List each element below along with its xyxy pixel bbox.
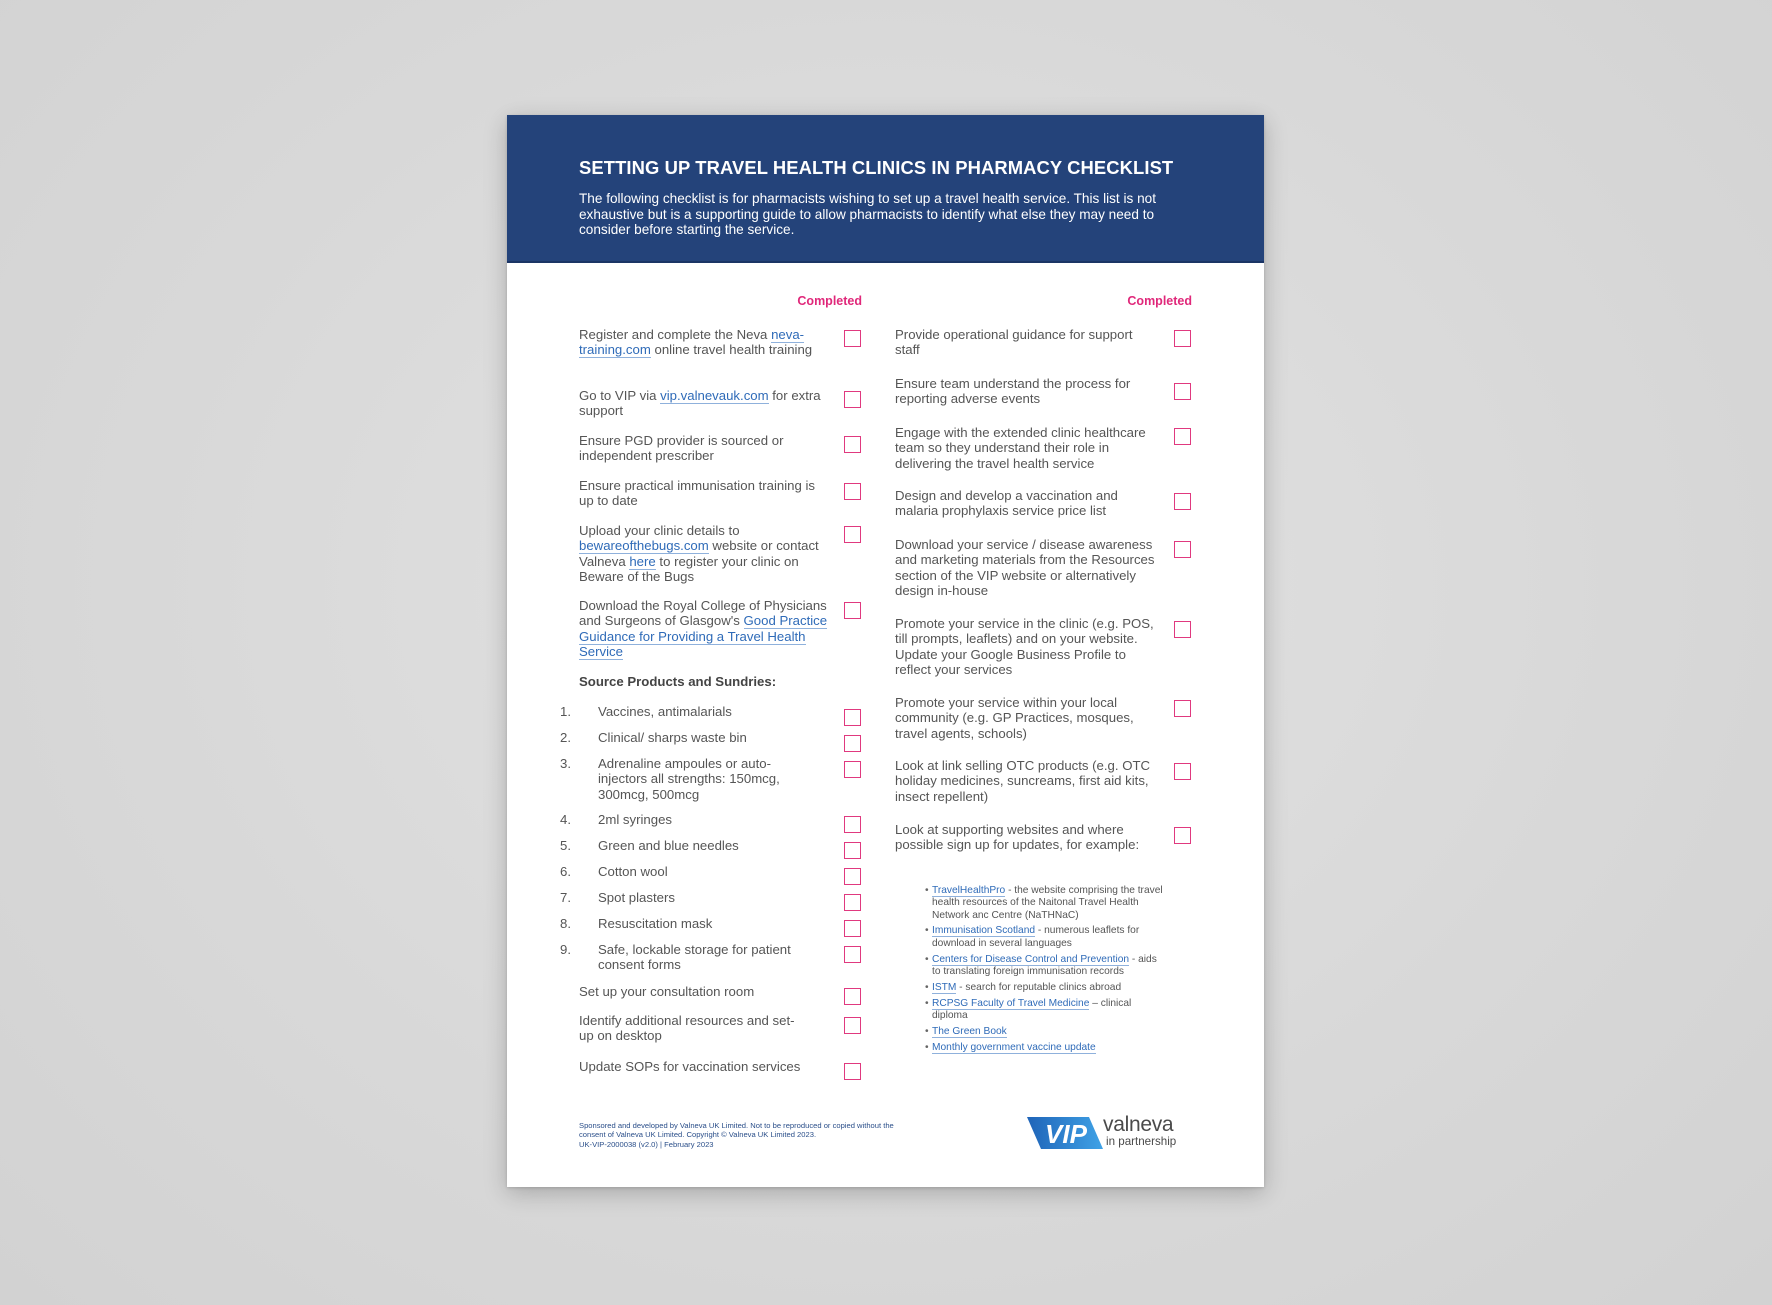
- resource-item: [925, 1042, 1165, 1054]
- checkbox-right-4[interactable]: [1174, 493, 1191, 510]
- right-item-1: Provide operational guidance for support staff: [895, 327, 1133, 358]
- checkbox-numbered-4[interactable]: [844, 816, 861, 833]
- resource-item: • Immunisation Scotland - numerous leaflets for download in several languages: [925, 925, 1165, 950]
- checkbox-final-3[interactable]: [844, 1063, 861, 1080]
- vip-valneva-logo: [1027, 1115, 1197, 1153]
- checkbox-right-1[interactable]: [1174, 330, 1191, 347]
- numbered-item-4: 4. 2ml syringes: [560, 812, 673, 827]
- left-completed-header: Completed: [797, 294, 862, 308]
- right-item-8: Look at link selling OTC products (e.g. OTC holiday medicines, suncreams, first aid kits, insect repellent): [895, 758, 1151, 804]
- travelhealthpro-link[interactable]: TravelHealthPro: [932, 885, 1006, 896]
- right-item-4: Design and develop a vaccination and malaria prophylaxis service price list: [895, 488, 1118, 519]
- checkbox-left-5[interactable]: [844, 526, 861, 543]
- checkbox-right-3[interactable]: [1174, 428, 1191, 445]
- checkbox-right-6[interactable]: [1174, 621, 1191, 638]
- good-practice-guidance-link[interactable]: Good Practice Guidance for Providing a Travel Health Service: [579, 613, 828, 659]
- checkbox-numbered-3[interactable]: [844, 761, 861, 778]
- checkbox-left-2[interactable]: [844, 391, 861, 408]
- checkbox-final-2[interactable]: [844, 1017, 861, 1034]
- checkbox-right-2[interactable]: [1174, 383, 1191, 400]
- left-item-2: Go to VIP via vip.valnevauk.com for extra support: [579, 388, 821, 419]
- checkbox-numbered-2[interactable]: [844, 735, 861, 752]
- right-item-5: Download your service / disease awareness and marketing materials from the Resources section of the VIP website or alternatively design in-house: [895, 537, 1155, 598]
- right-completed-header: Completed: [1127, 294, 1192, 308]
- checkbox-numbered-6[interactable]: [844, 868, 861, 885]
- left-item-4: Ensure practical immunisation training is up to date: [579, 478, 816, 509]
- left-item-3: Ensure PGD provider is sourced or independent prescriber: [579, 433, 784, 464]
- green-book-link[interactable]: The Green Book: [932, 1025, 1007, 1037]
- left-item-5: Upload your clinic details to bewareofthebugs.com website or contact Valneva here to register your clinic on Beware of the Bugs: [579, 523, 819, 584]
- vip-valnevauk-link[interactable]: vip.valnevauk.com: [660, 388, 769, 403]
- right-item-6: Promote your service in the clinic (e.g. POS, till prompts, leaflets) and on your website. Update your Google Business Profile to reflect your services: [895, 616, 1154, 677]
- left-item-1: Register and complete the Neva neva-training.com online travel health training: [579, 327, 813, 358]
- istm-link[interactable]: ISTM: [932, 981, 957, 993]
- left-item-6: Download the Royal College of Physicians and Surgeons of Glasgow's Good Practice Guidance for Providing a Travel Health Service: [579, 598, 828, 659]
- checkbox-numbered-1[interactable]: [844, 709, 861, 726]
- header-banner: [507, 115, 1264, 263]
- cdc-link[interactable]: Centers for Disease Control and Prevention: [932, 953, 1130, 965]
- checkbox-right-7[interactable]: [1174, 700, 1191, 717]
- left-final-item-2: Identify additional resources and set-up on desktop: [579, 1013, 795, 1044]
- resource-item: [925, 1026, 1165, 1038]
- contact-valneva-here-link[interactable]: here: [629, 553, 656, 569]
- numbered-item-5: 5. Green and blue needles: [560, 838, 739, 853]
- left-final-item-3: Update SOPs for vaccination services: [579, 1059, 801, 1074]
- checkbox-final-1[interactable]: [844, 988, 861, 1005]
- right-item-2: Ensure team understand the process for reporting adverse events: [895, 376, 1131, 407]
- checkbox-numbered-7[interactable]: [844, 894, 861, 911]
- neva-training-link[interactable]: neva-training.com: [579, 327, 805, 358]
- intro-text: The following checklist is for pharmacists wishing to set up a travel health service. This list is not exhaustive but is a supporting guide to allow pharmacists to identify what else they may need to consider before starting the service.: [579, 191, 1156, 238]
- rcpsg-faculty-link[interactable]: RCPSG Faculty of Travel Medicine: [932, 997, 1090, 1009]
- numbered-item-3: 3. Adrenaline ampoules or auto-injectors all strengths: 150mcg, 300mcg, 500mcg: [560, 756, 780, 802]
- monthly-vaccine-update-link[interactable]: Monthly government vaccine update: [932, 1041, 1096, 1053]
- source-products-heading: Source Products and Sundries:: [579, 674, 777, 689]
- checkbox-numbered-5[interactable]: [844, 842, 861, 859]
- numbered-item-1: 1. Vaccines, antimalarials: [560, 704, 732, 719]
- resource-links-list: [925, 885, 1165, 1058]
- resource-item: • ISTM - search for reputable clinics abroad: [925, 982, 1165, 994]
- left-final-item-1: Set up your consultation room: [579, 984, 755, 999]
- resource-item: • RCPSG Faculty of Travel Medicine – clinical diploma: [925, 998, 1165, 1023]
- numbered-item-2: 2. Clinical/ sharps waste bin: [560, 730, 747, 745]
- checkbox-left-3[interactable]: [844, 436, 861, 453]
- checkbox-right-5[interactable]: [1174, 541, 1191, 558]
- checkbox-right-9[interactable]: [1174, 827, 1191, 844]
- page-title: SETTING UP TRAVEL HEALTH CLINICS IN PHARMACY CHECKLIST: [579, 157, 1174, 178]
- resource-item: • Centers for Disease Control and Prevention - aids to translating foreign immunisation records: [925, 954, 1165, 979]
- numbered-item-9: 9. Safe, lockable storage for patient consent forms: [560, 942, 791, 973]
- right-item-7: Promote your service within your local community (e.g. GP Practices, mosques, travel agents, schools): [895, 695, 1134, 741]
- checkbox-left-4[interactable]: [844, 483, 861, 500]
- vip-badge-icon: [1027, 1115, 1105, 1151]
- logo-tagline: in partnership: [1106, 1135, 1177, 1148]
- numbered-item-6: 6. Cotton wool: [560, 864, 668, 879]
- checkbox-right-8[interactable]: [1174, 763, 1191, 780]
- checkbox-numbered-9[interactable]: [844, 946, 861, 963]
- checkbox-numbered-8[interactable]: [844, 920, 861, 937]
- bewareofthebugs-link[interactable]: bewareofthebugs.com: [579, 538, 709, 554]
- logo-wordmark: valneva: [1103, 1113, 1174, 1136]
- checkbox-left-1[interactable]: [844, 330, 861, 347]
- footer-legal: Sponsored and developed by Valneva UK Limited. Not to be reproduced or copied without the consent of Valneva UK Limited. Copyright © Valneva UK Limited 2023. UK-VIP-2000038 (v2.0) | February 2023: [579, 1121, 894, 1149]
- resource-item: • TravelHealthPro - the website comprising the travel health resources of the Naitonal Travel Health Network anc Centre (NaTHNaC): [925, 885, 1165, 922]
- checklist-page: [507, 115, 1264, 1187]
- svg-text:VIP: VIP: [1045, 1119, 1087, 1149]
- checkbox-left-6[interactable]: [844, 602, 861, 619]
- numbered-item-7: 7. Spot plasters: [560, 890, 675, 905]
- numbered-item-8: 8. Resuscitation mask: [560, 916, 713, 931]
- right-item-3: Engage with the extended clinic healthcare team so they understand their role in delivering the travel health service: [895, 425, 1146, 471]
- immunisation-scotland-link[interactable]: Immunisation Scotland: [932, 925, 1036, 937]
- right-item-9: Look at supporting websites and where possible sign up for updates, for example:: [895, 822, 1140, 853]
